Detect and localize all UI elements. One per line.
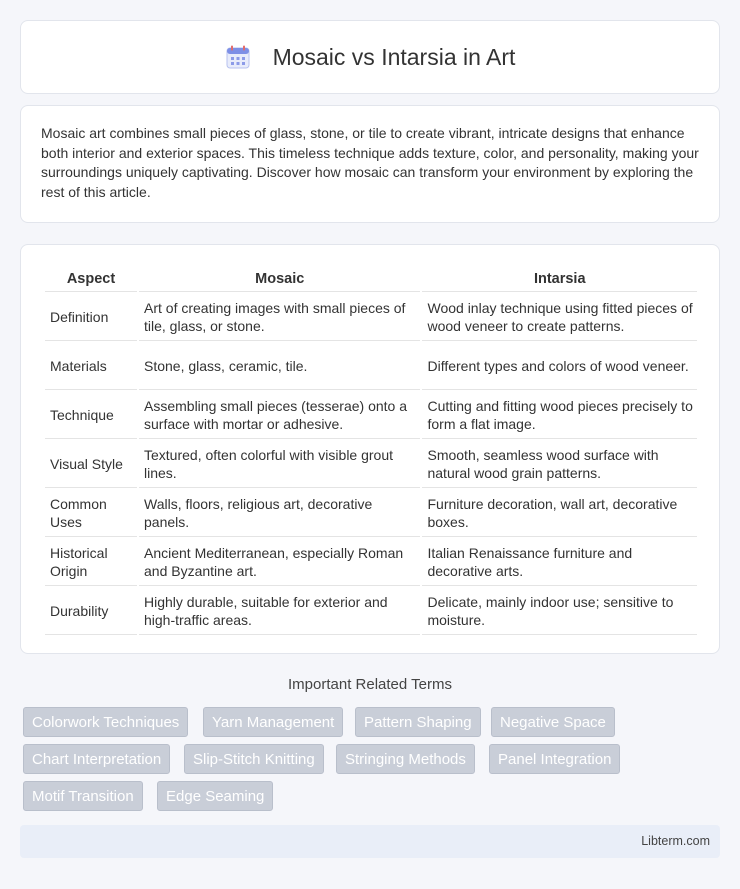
- table-cell-intarsia: Delicate, mainly indoor use; sensitive to moisture.: [422, 588, 697, 635]
- table-row: [45, 539, 697, 586]
- table-cell-mosaic: Ancient Mediterranean, especially Roman and Byzantine art.: [139, 539, 420, 586]
- table-cell-aspect: Historical Origin: [45, 539, 137, 586]
- footer-site-link[interactable]: Libterm.com: [641, 834, 710, 848]
- tag-stringing-methods[interactable]: Stringing Methods: [336, 744, 475, 774]
- footer: [20, 825, 720, 858]
- intro-card: [20, 105, 720, 223]
- table-row: [45, 294, 697, 341]
- table-cell-mosaic: Art of creating images with small pieces of tile, glass, or stone.: [139, 294, 420, 341]
- page-title: Mosaic vs Intarsia in Art: [272, 43, 516, 70]
- comparison-card: [20, 244, 720, 654]
- tag-pattern-shaping[interactable]: Pattern Shaping: [355, 707, 481, 737]
- related-terms-title: Important Related Terms: [288, 676, 452, 693]
- table-cell-mosaic: Textured, often colorful with visible grout lines.: [139, 441, 420, 488]
- tag-yarn-management[interactable]: Yarn Management: [203, 707, 343, 737]
- table-cell-mosaic: Highly durable, suitable for exterior and high-traffic areas.: [139, 588, 420, 635]
- tag-slip-stitch-knitting[interactable]: Slip-Stitch Knitting: [184, 744, 324, 774]
- tag-panel-integration[interactable]: Panel Integration: [489, 744, 620, 774]
- tag-motif-transition[interactable]: Motif Transition: [23, 781, 143, 811]
- comparison-table: [43, 264, 699, 637]
- table-cell-aspect: Durability: [45, 588, 137, 635]
- title-card: [20, 20, 720, 94]
- table-cell-intarsia: Different types and colors of wood veneer.: [422, 343, 697, 390]
- column-header-mosaic: Mosaic: [139, 266, 420, 292]
- column-header-aspect: Aspect: [45, 266, 137, 292]
- table-cell-mosaic: Assembling small pieces (tesserae) onto a surface with mortar or adhesive.: [139, 392, 420, 439]
- table-cell-intarsia: Smooth, seamless wood surface with natural wood grain patterns.: [422, 441, 697, 488]
- table-cell-aspect: Common Uses: [45, 490, 137, 537]
- tag-chart-interpretation[interactable]: Chart Interpretation: [23, 744, 170, 774]
- column-header-intarsia: Intarsia: [422, 266, 697, 292]
- table-cell-intarsia: Italian Renaissance furniture and decorative arts.: [422, 539, 697, 586]
- table-cell-aspect: Materials: [45, 343, 137, 390]
- table-row: [45, 392, 697, 439]
- table-row: [45, 343, 697, 390]
- table-cell-mosaic: Walls, floors, religious art, decorative panels.: [139, 490, 420, 537]
- intro-paragraph: Mosaic art combines small pieces of glass, stone, or tile to create vibrant, intricate designs that enhance both interior and exterior spaces. This timeless technique adds texture, color, and personality, making your surroundings uniquely captivating. Discover how mosaic can transform your environment by exploring the rest of this article.: [41, 125, 699, 200]
- tag-edge-seaming[interactable]: Edge Seaming: [157, 781, 273, 811]
- table-row: [45, 588, 697, 635]
- tag-colorwork-techniques[interactable]: Colorwork Techniques: [23, 707, 188, 737]
- table-cell-aspect: Visual Style: [45, 441, 137, 488]
- table-cell-intarsia: Cutting and fitting wood pieces precisely to form a flat image.: [422, 392, 697, 439]
- calendar-icon: [225, 44, 251, 70]
- table-row: [45, 490, 697, 537]
- table-cell-intarsia: Wood inlay technique using fitted pieces of wood veneer to create patterns.: [422, 294, 697, 341]
- table-header-row: [45, 266, 697, 292]
- table-cell-intarsia: Furniture decoration, wall art, decorative boxes.: [422, 490, 697, 537]
- tag-negative-space[interactable]: Negative Space: [491, 707, 615, 737]
- table-cell-aspect: Definition: [45, 294, 137, 341]
- table-cell-aspect: Technique: [45, 392, 137, 439]
- table-row: [45, 441, 697, 488]
- table-cell-mosaic: Stone, glass, ceramic, tile.: [139, 343, 420, 390]
